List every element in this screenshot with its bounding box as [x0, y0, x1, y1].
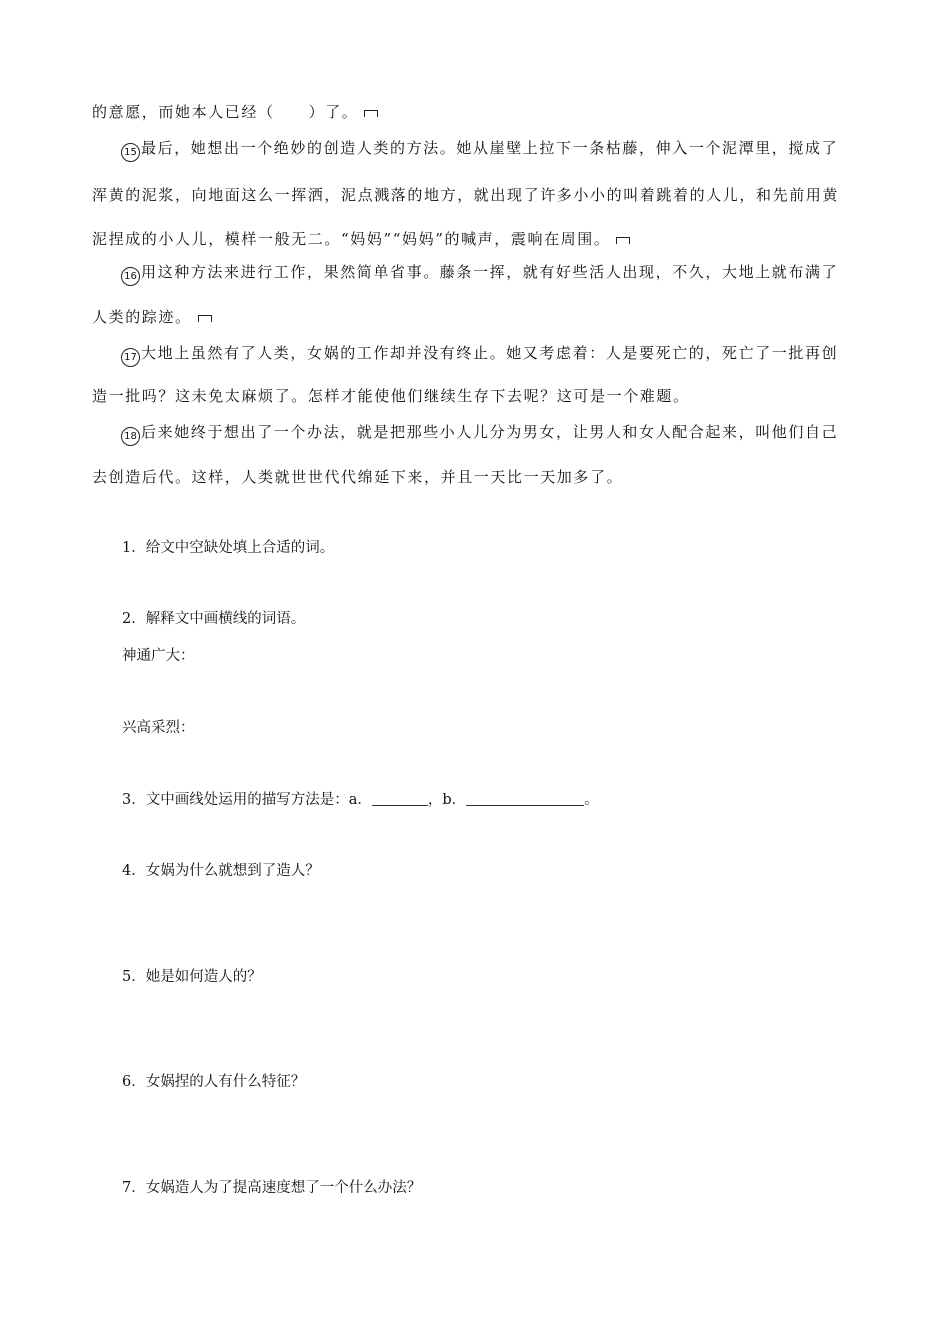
underline-mark-icon	[616, 237, 630, 244]
answer-blank-a[interactable]	[372, 791, 428, 806]
passage-p16-line1	[121, 262, 870, 286]
question-2: 2．解释文中画横线的词语。	[122, 611, 306, 627]
question-2-term-2: 兴高采烈：	[122, 720, 195, 736]
paragraph-number-icon: 17	[121, 348, 140, 367]
text-segment: 。	[584, 792, 599, 808]
question-4: 4．女娲为什么就想到了造人？	[122, 863, 320, 879]
question-5: 5．她是如何造人的？	[122, 969, 262, 985]
text-segment: 人类的踪迹。	[92, 308, 192, 326]
text-segment: ）了。	[308, 103, 359, 121]
passage-line-p12-tail	[92, 102, 870, 122]
passage-p17-line1	[121, 343, 870, 367]
passage-p16-line2	[92, 307, 870, 327]
question-6: 6．女娲捏的人有什么特征？	[122, 1074, 306, 1090]
text-segment: 用这种方法来进行工作，果然简单省事。藤条一挥，就有好些活人出现，不久，大地上就布满了	[141, 263, 839, 281]
passage-p15-line3	[92, 229, 870, 249]
paragraph-number-icon: 15	[121, 143, 140, 162]
answer-blank-b[interactable]	[466, 791, 584, 806]
paragraph-number-icon: 16	[121, 267, 140, 286]
text-segment: 3．文中画线处运用的描写方法是：a．	[122, 792, 372, 808]
question-1: 1．给文中空缺处填上合适的词。	[122, 540, 335, 556]
paragraph-number-icon: 18	[121, 427, 140, 446]
underline-mark-icon	[198, 315, 212, 322]
passage-p15-line1	[121, 138, 870, 162]
text-segment: 大地上虽然有了人类，女娲的工作却并没有终止。她又考虑着：人是要死亡的，死亡了一批再创	[141, 344, 839, 362]
question-7: 7．女娲造人为了提高速度想了一个什么办法？	[122, 1180, 422, 1196]
text-segment: 最后，她想出一个绝妙的创造人类的方法。她从崖壁上拉下一条枯藤，伸入一个泥潭里，搅成了	[141, 139, 839, 157]
passage-p18-line2: 去创造后代。这样，人类就世世代代绵延下来，并且一天比一天加多了。	[92, 468, 624, 486]
text-segment: 后来她终于想出了一个办法，就是把那些小人儿分为男女，让男人和女人配合起来，叫他们自己	[141, 423, 839, 441]
text-segment: 的意愿，而她本人已经（	[92, 103, 275, 121]
text-segment: 泥捏成的小人儿，模样一般无二。“妈妈”“妈妈”的喊声，震响在周围。	[92, 230, 611, 248]
text-segment: ，b．	[427, 792, 467, 808]
question-3	[122, 790, 599, 810]
underline-mark-icon	[364, 110, 378, 117]
passage-p15-line2: 浑黄的泥浆，向地面这么一挥洒，泥点溅落的地方，就出现了许多小小的叫着跳着的人儿，和先前用黄	[92, 186, 840, 204]
passage-p17-line2: 造一批吗？这未免太麻烦了。怎样才能使他们继续生存下去呢？这可是一个难题。	[92, 387, 690, 405]
question-2-term-1: 神通广大：	[122, 648, 195, 664]
passage-p18-line1	[121, 422, 870, 446]
